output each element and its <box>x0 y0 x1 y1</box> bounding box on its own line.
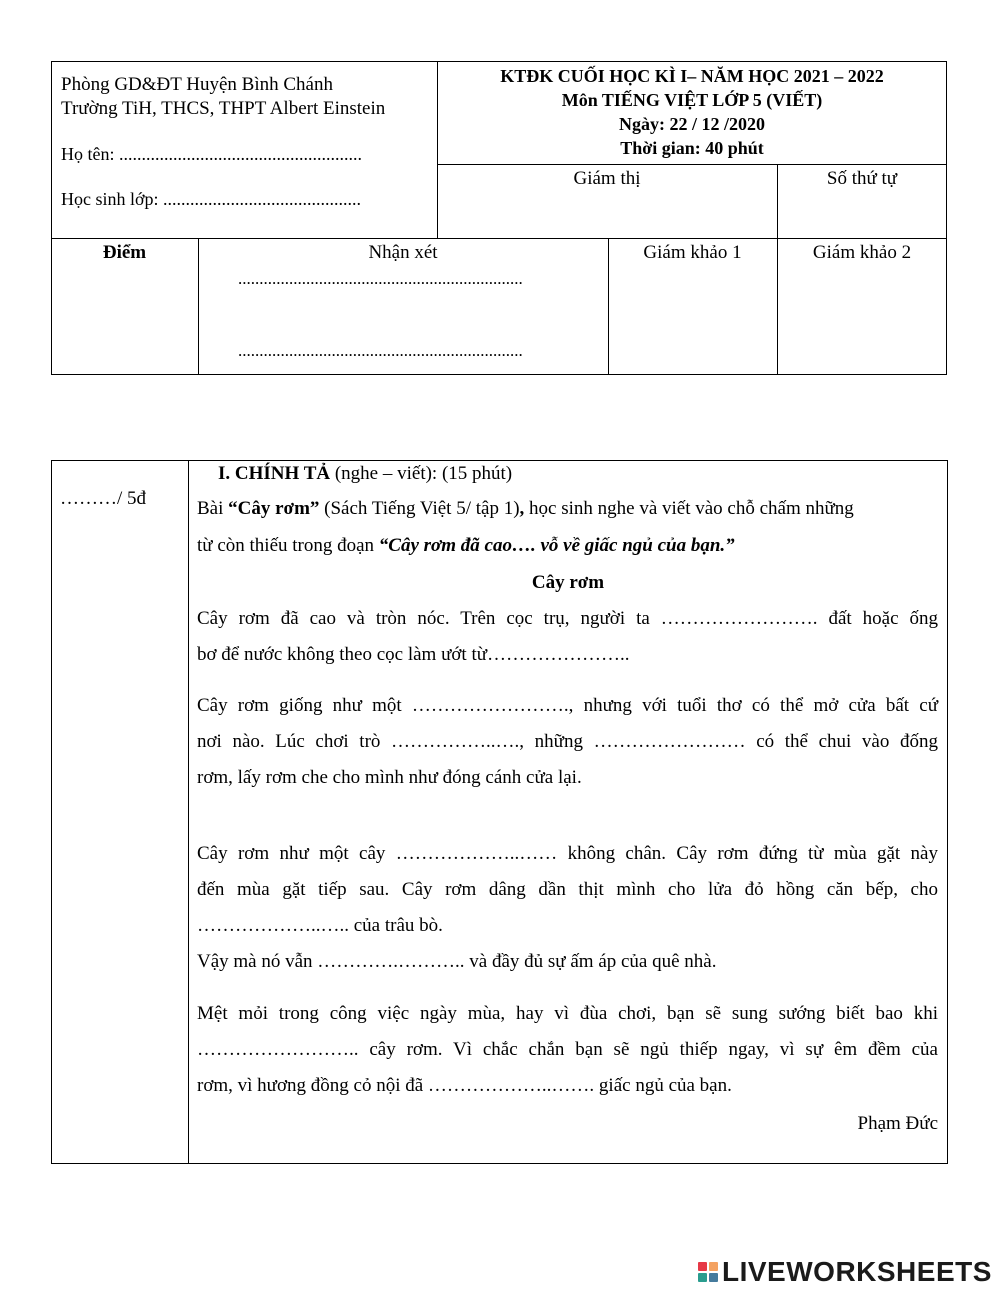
paragraph-2 <box>197 688 938 796</box>
section-title <box>218 463 512 485</box>
paragraph-3 <box>197 836 938 980</box>
p3-line-1[interactable]: Cây rơm như một cây ………………..…… không chân. Cây rơm đứng từ mùa gặt này <box>197 843 938 864</box>
paragraph-4 <box>197 996 938 1104</box>
passage-range: “Cây rơm đã cao…. vỗ về giấc ngủ của bạn.” <box>378 535 735 556</box>
p4-line-2[interactable]: …………………….. cây rơm. Vì chắc chắn bạn sẽ ngủ thiếp ngay, vì sự êm đềm của <box>197 1039 938 1060</box>
section-title-text: I. CHÍNH TẢ <box>218 463 331 484</box>
p1-line-2[interactable]: bơ để nước không theo cọc làm ướt từ………………….. <box>197 644 630 665</box>
instruction-text-e: học sinh nghe và viết vào chỗ chấm những <box>524 498 854 519</box>
instruction-line-1 <box>197 498 854 520</box>
comment-line-2[interactable]: ................................................................... <box>238 341 523 360</box>
instruction-text-a: Bài <box>197 498 229 519</box>
p4-line-3[interactable]: rơm, vì hương đồng cỏ nội đã ………………..……. giấc ngủ của bạn. <box>197 1075 732 1096</box>
proctor-label: Giám thị <box>573 168 641 189</box>
section-title-note: (nghe – viết): (15 phút) <box>330 463 513 484</box>
author-name: Phạm Đức <box>857 1113 938 1134</box>
p2-line-3: rơm, lấy rơm che cho mình như đóng cánh cửa lại. <box>197 767 582 788</box>
logo-square-2 <box>709 1262 718 1271</box>
header-title-divider <box>437 164 947 165</box>
exam-date: Ngày: 22 / 12 /2020 <box>619 114 765 134</box>
order-number-label: Số thứ tự <box>826 168 898 189</box>
student-name-field[interactable]: Họ tên: ...................................................... <box>61 144 362 164</box>
instruction-line-2 <box>197 535 735 557</box>
examiner-2-label: Giám khảo 2 <box>812 242 912 263</box>
logo-icon <box>698 1262 718 1282</box>
section-score-divider <box>188 460 189 1164</box>
p2-line-1[interactable]: Cây rơm giống như một ……………………., nhưng với tuổi thơ có thể mở cửa bất cứ <box>197 695 938 716</box>
p1-line-1[interactable]: Cây rơm đã cao và tròn nóc. Trên cọc trụ, người ta ……………………. đất hoặc ống <box>197 608 938 629</box>
exam-subject: Môn TIẾNG VIỆT LỚP 5 (VIẾT) <box>561 90 823 110</box>
p3-line-3[interactable]: ………………..….. của trâu bò. <box>197 915 443 936</box>
liveworksheets-logo <box>698 1256 992 1288</box>
instruction-comma: , <box>519 498 525 519</box>
logo-square-4 <box>709 1273 718 1282</box>
department-name: Phòng GD&ĐT Huyện Bình Chánh <box>61 74 333 95</box>
p3-line-4[interactable]: Vậy mà nó vẫn ………….……….. và đầy đủ sự ấm áp của quê nhà. <box>197 951 717 972</box>
school-name: Trường TiH, THCS, THPT Albert Einstein <box>61 98 386 119</box>
logo-text: LIVEWORKSHEETS <box>722 1256 992 1287</box>
passage-title: Cây rơm <box>531 572 605 593</box>
p3-line-2: đến mùa gặt tiếp sau. Cây rơm dâng dần thịt mình cho lửa đỏ hồng căn bếp, cho <box>197 879 938 900</box>
examiner-1-label: Giám khảo 1 <box>643 242 742 263</box>
logo-square-1 <box>698 1262 707 1271</box>
comment-line-1[interactable]: ................................................................... <box>238 269 523 288</box>
lesson-title: “Cây rơm” <box>228 498 320 519</box>
paragraph-1 <box>197 601 938 673</box>
p2-line-2[interactable]: nơi nào. Lúc chơi trò ……………..…., những …………………… có thể chui vào đống <box>197 731 938 752</box>
comment-label: Nhận xét <box>368 242 438 263</box>
instruction-text-2a: từ còn thiếu trong đoạn <box>197 535 379 556</box>
instruction-text-c: (Sách Tiếng Việt 5/ tập 1) <box>319 498 520 519</box>
exam-title: KTĐK CUỐI HỌC KÌ I– NĂM HỌC 2021 – 2022 <box>500 66 884 86</box>
student-class-field[interactable]: Học sinh lớp: ............................................ <box>61 189 362 209</box>
score-label: Điểm <box>102 242 147 263</box>
exam-duration: Thời gian: 40 phút <box>620 138 764 158</box>
p4-line-1: Mệt mỏi trong công việc ngày mùa, hay vì đùa chơi, bạn sẽ sung sướng biết bao khi <box>197 1003 938 1024</box>
logo-square-3 <box>698 1273 707 1282</box>
section-score[interactable]: ………/ 5đ <box>60 488 147 509</box>
grading-row-divider <box>51 238 947 239</box>
